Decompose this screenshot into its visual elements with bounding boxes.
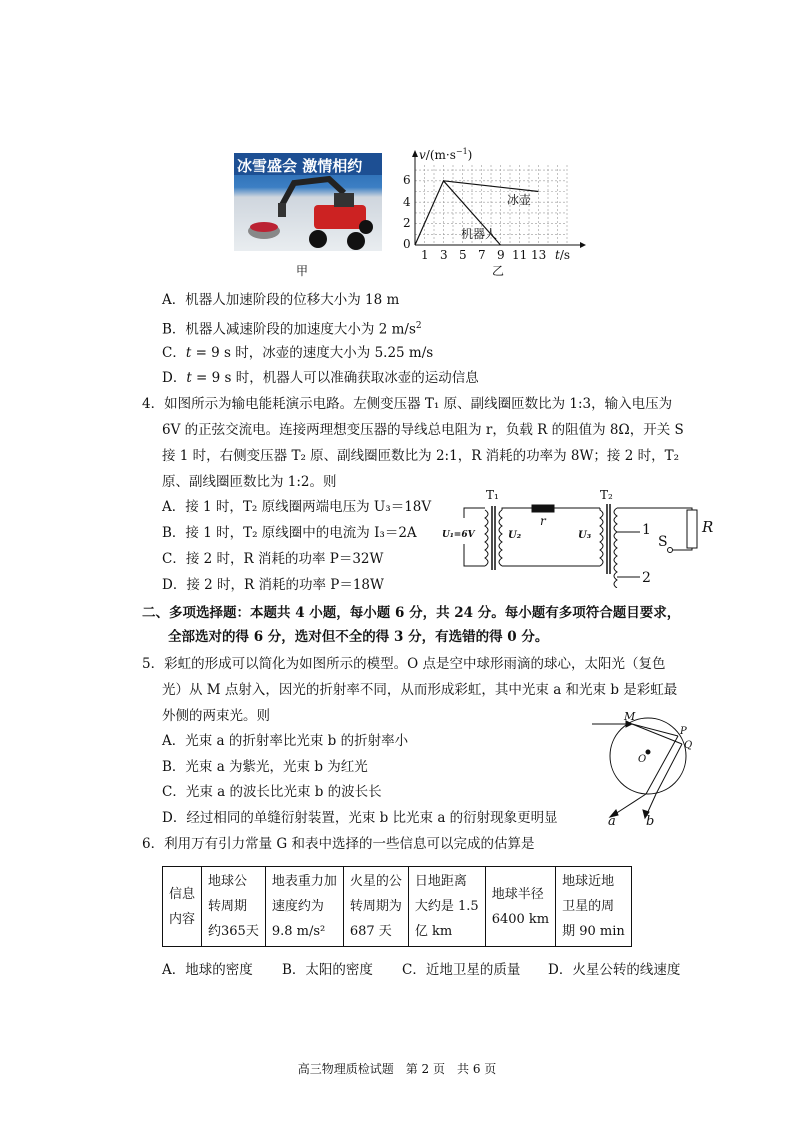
cell-line: 转周期 <box>208 899 248 914</box>
q3-option-b <box>162 316 422 340</box>
q6-option-d: D．火星公转的线速度 <box>548 962 681 978</box>
cell-line: 转周期为 <box>349 899 402 914</box>
raindrop-label-a <box>608 814 616 829</box>
graph-ytick-0: 0 <box>403 237 411 251</box>
raindrop-label-a-text: a <box>608 814 616 829</box>
table-cell <box>408 867 485 947</box>
raindrop-label-Q <box>684 740 692 751</box>
q6-option-b: B．太阳的密度 <box>282 962 373 978</box>
raindrop-label-M <box>624 710 635 723</box>
q5-raindrop-diagram <box>590 710 700 830</box>
table-cell-header <box>163 867 202 947</box>
circuit-label-U3: U₃ <box>578 530 592 541</box>
q4-stem-line3: 接 1 时，右侧变压器 T₂ 原、副线圈匝数比为 2:1，R 消耗的功率为 8W；接 2 时，T₂ <box>162 448 679 464</box>
q5-option-c: C．光束 a 的波长比光束 b 的波长长 <box>162 784 382 800</box>
figure-yi-graph <box>395 145 595 275</box>
circuit-label-T1: T₁ <box>486 488 499 502</box>
graph-ytick-2: 2 <box>403 216 411 230</box>
circuit-label-T2: T₂ <box>600 488 613 502</box>
graph-xtick-13: 13 <box>531 248 547 262</box>
graph-curve-robot: 机器人 <box>461 227 498 241</box>
q4-stem-line4: 原、副线圈匝数比为 1:2。则 <box>162 474 337 490</box>
cell-line: 大约是 1.5 <box>414 899 479 914</box>
photo-banner-text: 冰雪盛会 激情相约 <box>237 157 363 175</box>
q3-c-var: t <box>185 345 192 361</box>
cell-line: 火星的公 <box>349 874 402 889</box>
cell-line: 速度约为 <box>271 899 324 914</box>
circuit-label-1: 1 <box>642 522 651 538</box>
cell-line: 期 90 min <box>562 924 625 939</box>
circuit-label-R-text: R <box>702 518 714 536</box>
q3-option-b-sup: 2 <box>415 321 422 331</box>
page-footer: 高三物理质检试题 第 2 页 共 6 页 <box>297 1062 497 1076</box>
raindrop-label-b-text: b <box>646 814 655 829</box>
q3-option-b-text: B．机器人减速阶段的加速度大小为 2 m/s <box>162 321 416 338</box>
table-cell <box>202 867 266 947</box>
circuit-label-r <box>540 514 546 528</box>
cell-line: 9.8 m/s² <box>271 924 326 939</box>
graph-ylabel: $v/(m\cdot s^{-1})$ <box>419 147 473 162</box>
section2-title-line2: 全部选对的得 6 分，选对但不全的得 3 分，有选错的得 0 分。 <box>168 629 549 645</box>
label-yi: 乙 <box>492 264 505 278</box>
circuit-label-2: 2 <box>642 570 651 586</box>
q4-circuit-diagram <box>440 488 730 588</box>
circuit-label-R <box>702 518 713 536</box>
q6-info-table <box>162 866 632 947</box>
raindrop-label-M-text: M <box>624 710 636 723</box>
q3-d-post: = 9 s 时，机器人可以准确获取冰壶的运动信息 <box>191 370 479 386</box>
graph-xtick-11: 11 <box>512 248 528 262</box>
graph-xlabel: t/s <box>555 248 571 262</box>
q5-option-d: D．经过相同的单缝衍射装置，光束 b 比光束 a 的衍射现象更明显 <box>162 810 558 826</box>
raindrop-label-b <box>646 814 654 829</box>
graph-xtick-1: 1 <box>421 248 429 262</box>
q3-c-post: = 9 s 时，冰壶的速度大小为 5.25 m/s <box>191 345 434 361</box>
cell-line: 卫星的周 <box>562 899 615 914</box>
section2-title-line1: 二、多项选择题：本题共 4 小题，每小题 6 分，共 24 分。每小题有多项符合题目要求， <box>142 605 681 621</box>
raindrop-label-P <box>680 726 687 737</box>
q3-d-pre: D． <box>162 370 187 386</box>
q5-stem-line2: 光）从 M 点射入，因光的折射率不同，从而形成彩虹，其中光束 a 和光束 b 是彩虹最 <box>162 682 678 698</box>
q4-stem-line1: 4．如图所示为输电能耗演示电路。左侧变压器 T₁ 原、副线圈匝数比为 1:3，输入电压为 <box>142 396 673 412</box>
circuit-label-S: S <box>658 534 668 550</box>
cell-line: 地表重力加 <box>271 874 337 889</box>
q6-option-a: A．地球的密度 <box>162 962 253 978</box>
cell-line: 地球半径 <box>491 886 544 902</box>
q4-option-c: C．接 2 时，R 消耗的功率 P＝32W <box>162 551 384 567</box>
cell-line: 地球公 <box>208 874 248 889</box>
q5-stem-line3: 外侧的两束光。则 <box>162 708 270 724</box>
cell-line: 亿 km <box>414 924 453 939</box>
cell-line: 687 天 <box>349 924 392 939</box>
table-cell <box>485 867 555 947</box>
q4-option-b: B．接 1 时，T₂ 原线圈中的电流为 I₃＝2A <box>162 525 417 541</box>
graph-xtick-7: 7 <box>478 248 486 262</box>
q5-option-b: B．光束 a 为紫光，光束 b 为红光 <box>162 759 368 775</box>
q4-stem-line2: 6V 的正弦交流电。连接两理想变压器的导线总电阻为 r，负载 R 的阻值为 8Ω，开关 S <box>162 422 684 438</box>
table-cell <box>343 867 408 947</box>
circuit-label-U1: U₁=6V <box>442 530 475 540</box>
graph-ytick-6: 6 <box>403 173 411 187</box>
graph-curve-hu: 冰壶 <box>507 193 532 207</box>
circuit-label-U2: U₂ <box>508 530 522 541</box>
cell-line: 内容 <box>169 911 196 927</box>
cell-line: 约365天 <box>208 924 259 939</box>
raindrop-label-O-text: O <box>638 754 647 765</box>
cell-line: 6400 km <box>491 911 550 927</box>
q3-option-a: A．机器人加速阶段的位移大小为 18 m <box>162 292 400 308</box>
cell-line: 日地距离 <box>414 874 467 889</box>
q3-option-c <box>162 343 433 363</box>
raindrop-label-P-text: P <box>680 726 687 737</box>
q3-option-d <box>162 368 479 388</box>
cell-line: 信息 <box>169 886 196 902</box>
table-cell <box>556 867 632 947</box>
q5-option-a: A．光束 a 的折射率比光束 b 的折射率小 <box>162 733 409 749</box>
circuit-label-r-text: r <box>540 514 546 528</box>
q4-option-d: D．接 2 时，R 消耗的功率 P＝18W <box>162 577 384 593</box>
label-jia: 甲 <box>296 264 309 278</box>
figure-jia-photo <box>234 153 382 251</box>
table-cell <box>265 867 343 947</box>
q6-option-c: C．近地卫星的质量 <box>402 962 521 978</box>
graph-xtick-3: 3 <box>440 248 448 262</box>
graph-ytick-4: 4 <box>403 195 411 209</box>
q4-option-a: A．接 1 时，T₂ 原线圈两端电压为 U₃＝18V <box>162 499 432 515</box>
graph-xtick-5: 5 <box>459 248 467 262</box>
q3-c-pre: C． <box>162 345 186 361</box>
cell-line: 地球近地 <box>562 874 615 889</box>
raindrop-label-O <box>638 754 646 765</box>
table-row <box>163 867 632 947</box>
q5-stem-line1: 5．彩虹的形成可以简化为如图所示的模型。O 点是空中球形雨滴的球心，太阳光（复色 <box>142 656 666 672</box>
q3-d-var: t <box>186 370 192 386</box>
raindrop-label-Q-text: Q <box>684 740 693 751</box>
q6-stem: 6．利用万有引力常量 G 和表中选择的一些信息可以完成的估算是 <box>142 836 535 852</box>
graph-xtick-9: 9 <box>497 248 505 262</box>
